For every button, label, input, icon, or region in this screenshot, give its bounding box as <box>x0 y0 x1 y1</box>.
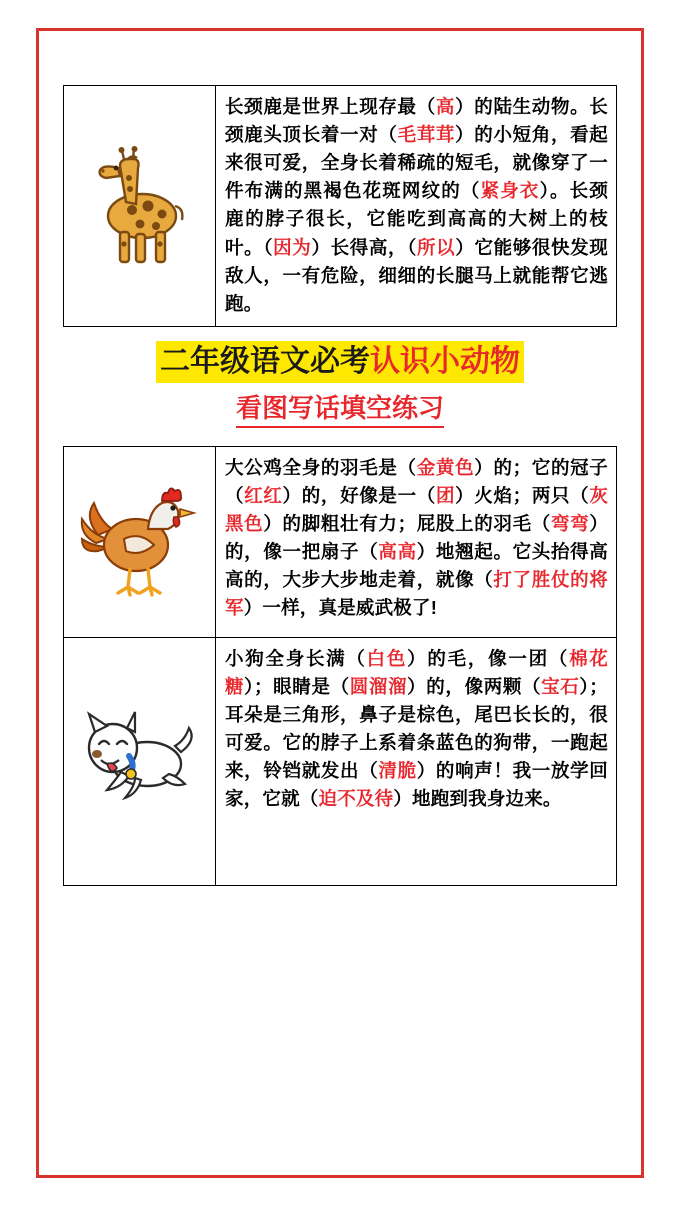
answer-blank: 团 <box>435 484 456 506</box>
answer-blank: 清脆 <box>378 760 417 782</box>
answer-blank: 迫不及待 <box>318 788 394 810</box>
answer-blank: 高高 <box>378 541 417 563</box>
title-sub-wrap <box>63 393 617 428</box>
dog-illustration <box>77 706 203 816</box>
worksheet-content <box>63 85 617 886</box>
passage-text: ）。长颈鹿的脖子很长，它能吃到高高的大树上的枝叶。（ <box>225 180 608 258</box>
page-title-part1: 二年级语文必考 <box>160 345 370 378</box>
title-main-wrap <box>63 341 617 383</box>
answer-blank: 白色 <box>366 647 408 669</box>
card-giraffe <box>63 85 617 327</box>
answer-blank: 因为 <box>273 236 312 258</box>
rooster-image-cell <box>64 447 216 637</box>
passage-text: ）的，像两颗（ <box>407 675 542 697</box>
passage-text: ）的毛，像一团（ <box>407 647 570 669</box>
card-dog <box>63 638 617 886</box>
rooster-passage <box>216 447 616 637</box>
answer-blank: 紧身衣 <box>480 180 540 202</box>
passage-text: ）它能够很快发现敌人，一有危险，细细的长腿马上就能帮它逃跑。 <box>225 236 608 314</box>
passage-text: ）的小短角，看起来很可爱，全身长着稀疏的短毛，就像穿了一件布满的黑褐色花斑网纹的（ <box>225 124 608 202</box>
passage-text: ）火焰；两只（ <box>455 484 590 506</box>
passage-text: 大公鸡全身的羽毛是（ <box>225 456 417 478</box>
passage-text: 小狗全身长满（ <box>225 647 367 669</box>
answer-blank: 所以 <box>417 236 456 258</box>
passage-text: ）的；它的冠子（ <box>225 456 608 506</box>
dog-image-cell <box>64 638 216 885</box>
answer-blank: 红红 <box>244 484 283 506</box>
giraffe-illustration <box>80 144 200 269</box>
passage-text: ）的脚粗壮有力；屁股上的羽毛（ <box>263 512 551 534</box>
passage-text: ）一样，真是威武极了! <box>243 597 438 619</box>
page-subtitle: 看图写话填空练习 <box>236 393 444 428</box>
answer-blank: 金黄色 <box>416 456 475 478</box>
answer-blank: 毛茸茸 <box>397 124 456 146</box>
passage-text: ）地跑到我身边来。 <box>393 788 562 810</box>
answer-blank: 灰黑色 <box>225 484 609 534</box>
passage-text: ）的，好像是一（ <box>282 484 436 506</box>
giraffe-passage <box>216 86 616 326</box>
card-rooster <box>63 446 617 638</box>
page-title-part2: 认识小动物 <box>370 345 520 378</box>
passage-text: ）的，像一把扇子（ <box>225 512 609 563</box>
passage-text: ）；眼睛是（ <box>244 675 350 697</box>
passage-text: ）；耳朵是三角形，鼻子是棕色，尾巴长长的，很可爱。它的脖子上系着条蓝色的狗带，一跑起来，铃铛就发出（ <box>225 675 608 782</box>
answer-blank: 圆溜溜 <box>349 675 408 697</box>
answer-blank: 棉花糖 <box>225 647 609 697</box>
dog-passage <box>216 638 616 885</box>
answer-blank: 打了胜仗的将军 <box>225 569 608 619</box>
passage-text: ）的响声！我一放学回家，它就（ <box>225 760 608 810</box>
rooster-illustration <box>78 477 202 607</box>
page-title <box>156 341 524 383</box>
answer-blank: 弯弯 <box>550 512 590 534</box>
passage-text: ）长得高，（ <box>311 236 418 258</box>
passage-text: 长颈鹿是世界上现存最（ <box>225 96 436 117</box>
passage-text: ）地翘起。它头抬得高高的，大步大步地走着，就像（ <box>225 541 608 591</box>
answer-blank: 宝石 <box>541 675 580 697</box>
answer-blank: 高 <box>435 96 456 117</box>
giraffe-image-cell <box>64 86 216 326</box>
passage-text: ）的陆生动物。长颈鹿头顶长着一对（ <box>225 96 609 146</box>
